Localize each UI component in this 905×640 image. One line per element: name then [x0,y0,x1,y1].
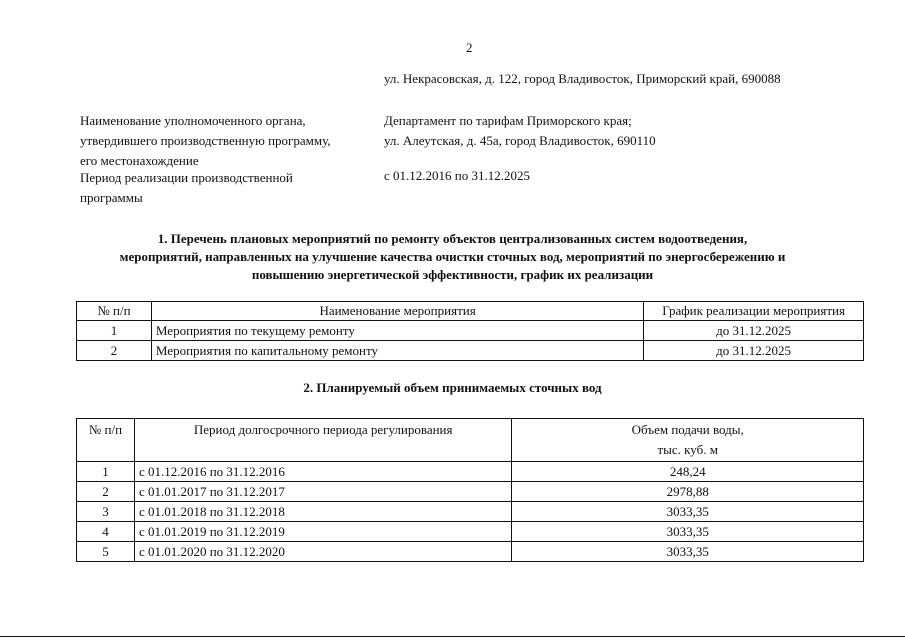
volume-table [76,418,864,562]
table-row [77,482,864,502]
cell-num: 1 [77,462,135,482]
cell-num: 4 [77,522,135,542]
period-label-line: Период реализации производственной [80,170,293,185]
table-row [77,321,864,341]
cell-num: 1 [77,321,152,341]
cell-period: с 01.12.2016 по 31.12.2016 [134,462,512,482]
cell-period: с 01.01.2019 по 31.12.2019 [134,522,512,542]
table-row [77,462,864,482]
activities-table [76,301,864,361]
period-label [80,168,293,208]
cell-period: с 01.01.2020 по 31.12.2020 [134,542,512,562]
table-row [77,502,864,522]
cell-period: с 01.01.2018 по 31.12.2018 [134,502,512,522]
section1-title-line: мероприятий, направленных на улучшение качества очистки сточных вод, мероприятий по энергосбережению и [119,249,786,264]
col-header-volume-line: тыс. куб. м [657,442,718,457]
col-header-volume [512,419,864,462]
section1-title-line: повышению энергетической эффективности, график их реализации [251,267,654,282]
cell-schedule: до 31.12.2025 [644,341,864,361]
cell-volume: 248,24 [512,462,864,482]
col-header-num: № п/п [77,302,152,321]
col-header-num: № п/п [77,419,135,462]
authority-value [384,111,656,151]
table-header-row [77,302,864,321]
cell-period: с 01.01.2017 по 31.12.2017 [134,482,512,502]
col-header-period: Период долгосрочного периода регулирования [134,419,512,462]
cell-volume: 3033,35 [512,542,864,562]
authority-label-line: утвердившего производственную программу, [80,133,331,148]
period-value: с 01.12.2016 по 31.12.2025 [384,168,530,183]
section1-title [0,230,905,284]
table-row [77,341,864,361]
cell-volume: 3033,35 [512,502,864,522]
cell-num: 2 [77,341,152,361]
cell-schedule: до 31.12.2025 [644,321,864,341]
page-bottom-edge [0,636,905,637]
authority-value-line: ул. Алеутская, д. 45а, город Владивосток, 690110 [384,133,656,148]
col-header-volume-line: Объем подачи воды, [631,422,744,437]
authority-label-line: Наименование уполномоченного органа, [80,113,306,128]
table-header-row [77,419,864,462]
col-header-name: Наименование мероприятия [151,302,643,321]
authority-label-line: его местонахождение [80,153,199,168]
address-line: ул. Некрасовская, д. 122, город Владивосток, Приморский край, 690088 [384,71,781,86]
cell-num: 2 [77,482,135,502]
table-row [77,542,864,562]
authority-label [80,111,331,171]
col-header-schedule: График реализации мероприятия [644,302,864,321]
cell-name: Мероприятия по текущему ремонту [151,321,643,341]
authority-value-line: Департамент по тарифам Приморского края; [384,113,632,128]
cell-volume: 2978,88 [512,482,864,502]
cell-volume: 3033,35 [512,522,864,542]
cell-num: 3 [77,502,135,522]
section2-title: 2. Планируемый объем принимаемых сточных вод [303,380,602,395]
table-row [77,522,864,542]
cell-num: 5 [77,542,135,562]
period-label-line: программы [80,190,143,205]
cell-name: Мероприятия по капитальному ремонту [151,341,643,361]
page-number: 2 [466,40,473,55]
section1-title-line: 1. Перечень плановых мероприятий по ремонту объектов централизованных систем водоотведения, [157,231,748,246]
